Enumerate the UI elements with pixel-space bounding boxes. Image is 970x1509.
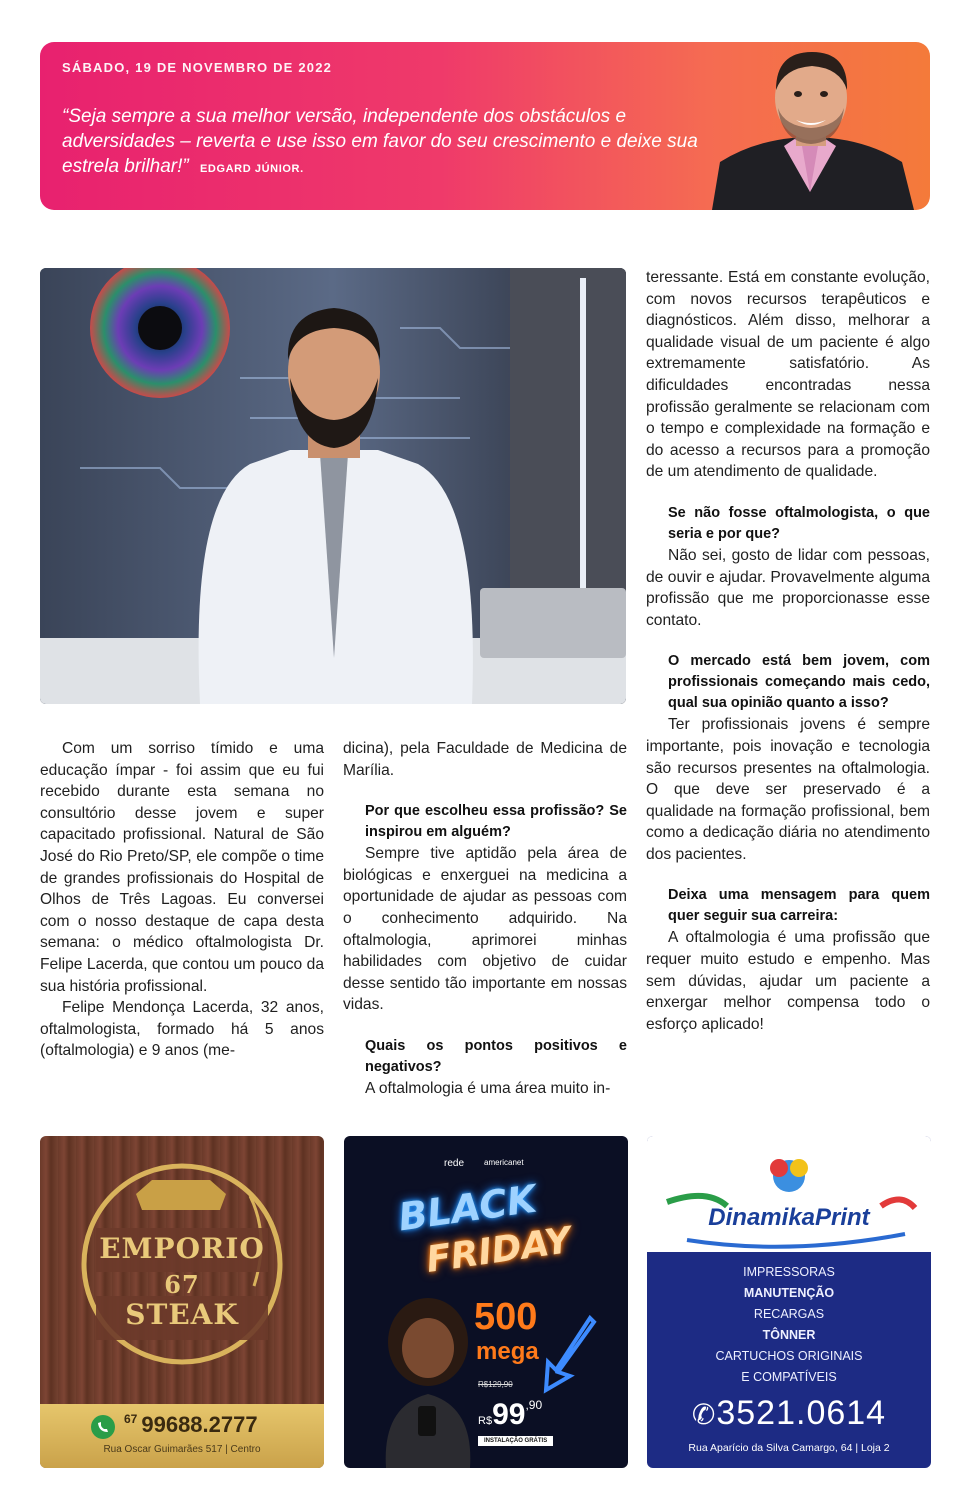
question-2: Quais os pontos positivos e negativos? [365, 1037, 627, 1075]
emporio-phone: $^{67}$ 99688.2777 [124, 1412, 258, 1437]
friday-word: FRIDAY [423, 1220, 574, 1281]
dinamika-brand: DinamikaPrint [708, 1204, 870, 1231]
dinamika-address: Rua Aparício da Silva Camargo, 64 | Loja 2 [688, 1442, 890, 1454]
ad-black-friday[interactable] [344, 1136, 628, 1468]
emporio-address: Rua Oscar Guimarães 517 | Centro [103, 1444, 261, 1455]
issue-date: SÁBADO, 19 DE NOVEMBRO DE 2022 [62, 60, 333, 75]
emporio-steak: STEAK [125, 1298, 239, 1331]
answer-4: Ter profissionais jovens é sempre importante, pois inovação e tecnologia são recursos presentes na oftalmologia. O que deve ser preservado é a qualidade na formação profissional, bem como a dedicação diária no atendimento dos pacientes. [646, 716, 930, 863]
answer-1: Sempre tive aptidão pela área de biológicas e enxerguei na medicina a oportunidade de ajudar as pessoas com o conhecimento adquirido. Na oftalmologia, aprimorei minhas habilidades com objetivo de cuidar desse sentido tão importante em nossas vidas. [343, 845, 627, 1014]
article-column-1 [40, 738, 324, 1062]
answer-2-start: A oftalmologia é uma área muito in- [365, 1079, 611, 1097]
arrow-down-icon [540, 1314, 604, 1394]
question-4: O mercado está bem jovem, com profissionais começando mais cedo, qual sua opinião quanto a isso? [668, 653, 930, 712]
dinamika-service-3: RECARGAS [753, 1307, 825, 1321]
emporio-number: 67 [164, 1270, 200, 1299]
article-column-2 [343, 738, 627, 1100]
speed-unit: mega [476, 1338, 539, 1365]
quote-author: EDGARD JÚNIOR. [200, 163, 304, 175]
ad-emporio-steak[interactable] [40, 1136, 324, 1468]
phone-icon: ✆ [691, 1399, 717, 1430]
ad-dinamika-print[interactable] [647, 1136, 931, 1468]
article-column-3 [646, 267, 930, 1035]
old-price: R$129,90 [478, 1380, 513, 1389]
dinamika-service-1: IMPRESSORAS [743, 1265, 835, 1279]
dinamika-logo-art [647, 1136, 931, 1252]
woman-with-phone-photo [372, 1286, 482, 1468]
question-3: Se não fosse oftalmologista, o que seria e por que? [668, 504, 930, 542]
header-quote [62, 104, 702, 182]
speed-value: 500 [474, 1296, 538, 1338]
rede-logo: rede [444, 1158, 465, 1169]
dinamika-service-4: TÔNNER [762, 1328, 816, 1342]
dinamika-service-2: MANUTENÇÃO [743, 1286, 835, 1300]
quote-text: “Seja sempre a sua melhor versão, independente dos obstáculos e adversidades – reverta e use isso em favor do seu crescimento e deixe sua estrela brilhar!” [62, 106, 698, 177]
americanet-logo: americanet [484, 1158, 524, 1167]
intro-paragraph: Com um sorriso tímido e uma educação ímpar - foi assim que eu fui recebido durante esta semana no consultório desse jovem e super capacitado profissional. Natural de São José do Rio Preto/SP, ele compõe o time de grandes profissionais do Hospital de Olhos de Três Lagoas. Eu conversei com o nosso destaque de capa desta semana: o médico oftalmologista Dr. Felipe Lacerda, que contou um pouco da sua história profissional. [40, 740, 324, 995]
emporio-contact-strip [40, 1404, 324, 1468]
answer-3: Não sei, gosto de lidar com pessoas, de ouvir e ajudar. Provavelmente alguma profissão que me proporcionasse esse contato. [646, 546, 930, 629]
dinamika-phone: ✆3521.0614 [691, 1394, 887, 1432]
whatsapp-icon [90, 1414, 116, 1440]
emporio-name: EMPORIO [99, 1232, 265, 1265]
question-5: Deixa uma mensagem para quem quer seguir sua carreira: [668, 887, 930, 925]
dinamika-service-5: CARTUCHOS ORIGINAIS [715, 1349, 863, 1363]
free-install-badge: INSTALAÇÃO GRÁTIS [478, 1436, 553, 1446]
header-banner [40, 42, 930, 210]
columnist-portrait [692, 42, 930, 210]
price-display: $R\$99^{,90}$ [478, 1398, 543, 1431]
black-word: BLACK [395, 1176, 540, 1240]
bio-continuation: dicina), pela Faculdade de Medicina de Marília. [343, 740, 627, 779]
dinamika-service-6: E COMPATÍVEIS [741, 1370, 837, 1384]
answer-2-continuation: teressante. Está em constante evolução, com novos recursos terapêuticos e diagnósticos. Além disso, melhorar a qualidade visual de um paciente é algo extremamente satisfatório. As dificuldades encontradas nessa profissão geralmente se relacionam com o tempo e complexidade na formação e do acesso a recursos para a promoção de um atendimento de qualidade. [646, 269, 930, 481]
bio-paragraph: Felipe Mendonça Lacerda, 32 anos, oftalmologista, formado há 5 anos (oftalmologia) e 9 anos (me- [40, 999, 324, 1060]
question-1: Por que escolheu essa profissão? Se inspirou em alguém? [365, 803, 627, 841]
dinamika-logo-area [647, 1136, 931, 1252]
doctor-photo [40, 268, 626, 704]
answer-5: A oftalmologia é uma profissão que requer muito estudo e empenho. Mas sem dúvidas, ajudar um paciente a enxergar melhor compensa todo o esforço aplicado! [646, 929, 930, 1033]
